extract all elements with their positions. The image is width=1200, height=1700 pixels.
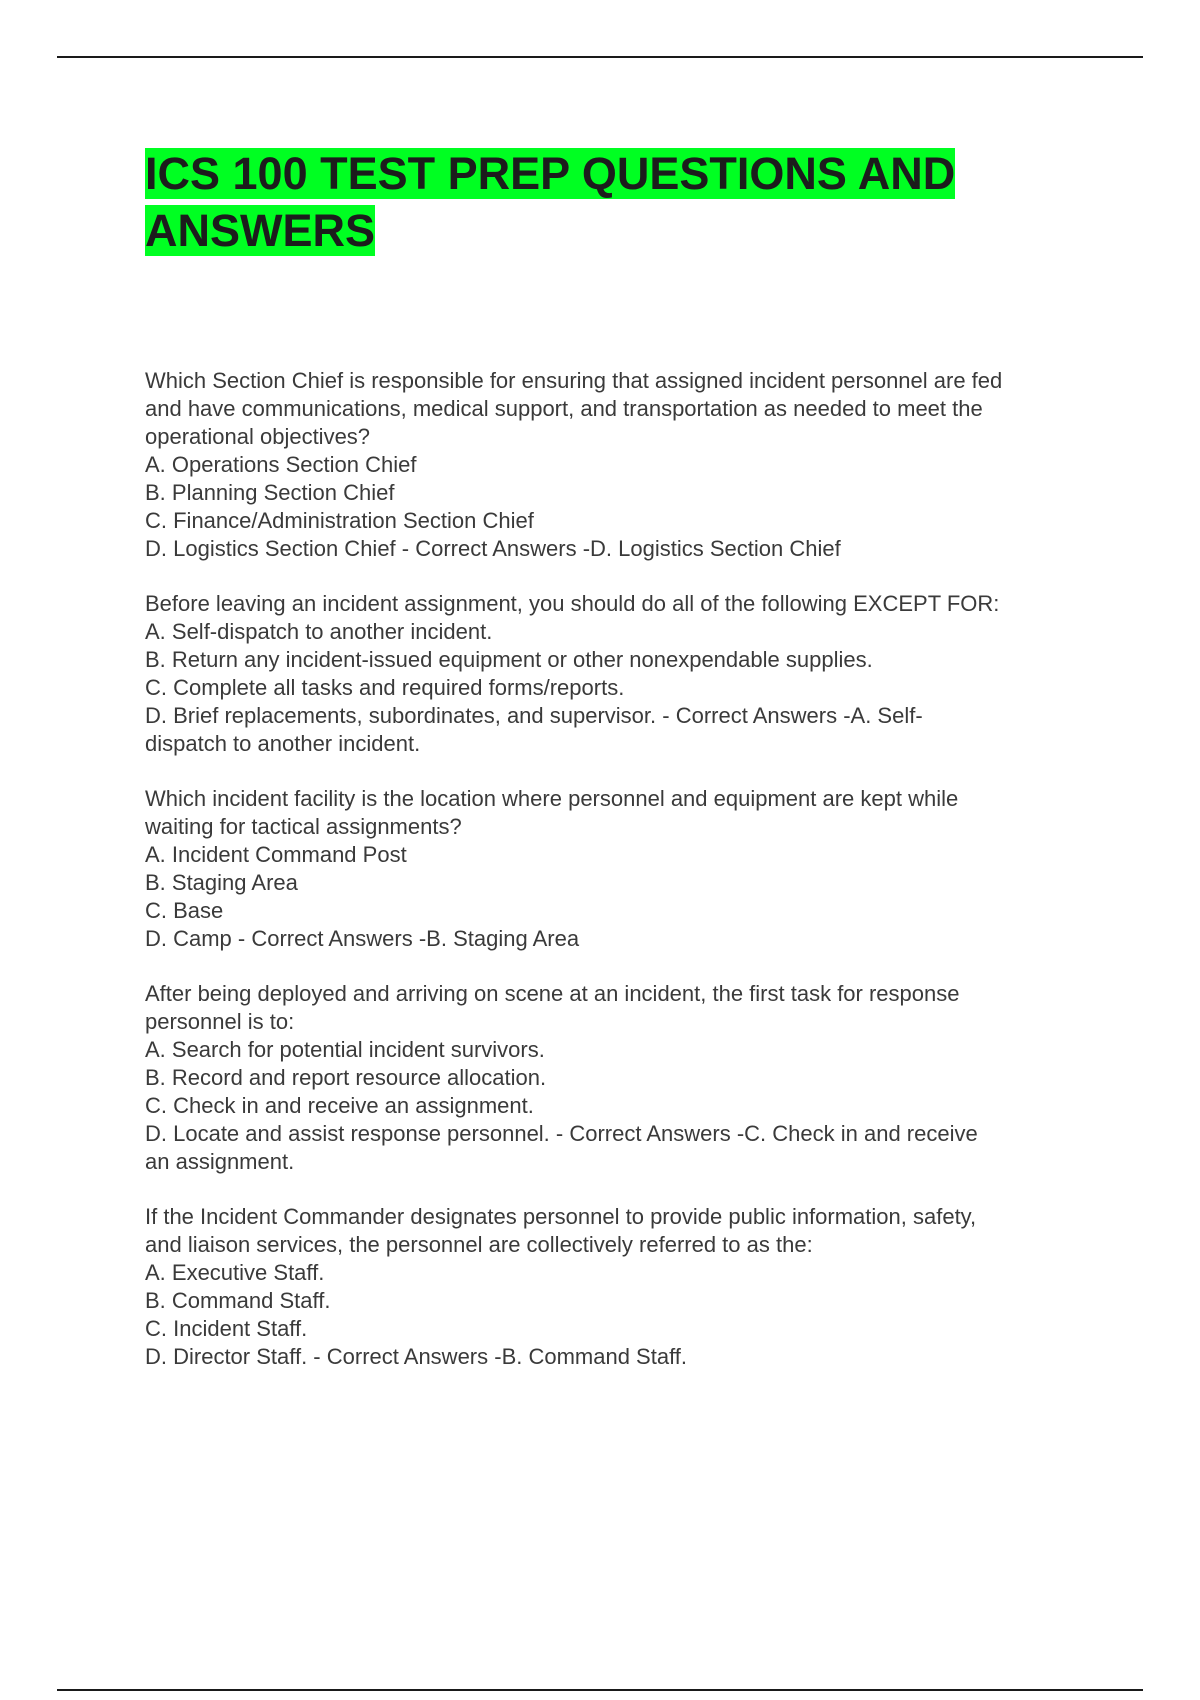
answer-option: A. Search for potential incident survivors. [145,1037,545,1062]
answer-option: C. Complete all tasks and required forms/reports. [145,675,625,700]
answer-option: A. Self-dispatch to another incident. [145,619,493,644]
correct-answer-line: D. Locate and assist response personnel. - Correct Answers -C. Check in and receive [145,1121,978,1146]
question-stem-line: operational objectives? [145,424,371,449]
answer-option: C. Incident Staff. [145,1316,308,1341]
answer-option: B. Record and report resource allocation. [145,1065,547,1090]
correct-answer-line: D. Camp - Correct Answers -B. Staging Area [145,926,580,951]
question-block [145,367,1100,563]
question-block [145,785,1100,953]
correct-answer-line: D. Director Staff. - Correct Answers -B. Command Staff. [145,1344,688,1369]
question-stem-line: Which incident facility is the location where personnel and equipment are kept while [145,786,959,811]
question-stem-line: After being deployed and arriving on scene at an incident, the first task for response [145,981,960,1006]
answer-option: B. Command Staff. [145,1288,331,1313]
answer-option: C. Base [145,898,224,923]
answer-option: C. Finance/Administration Section Chief [145,508,534,533]
answer-option: B. Return any incident-issued equipment or other nonexpendable supplies. [145,647,873,672]
question-stem-line: Before leaving an incident assignment, you should do all of the following EXCEPT FOR: [145,591,1000,616]
correct-answer-line: an assignment. [145,1149,295,1174]
question-block [145,590,1100,758]
answer-option: C. Check in and receive an assignment. [145,1093,534,1118]
question-stem-line: If the Incident Commander designates personnel to provide public information, safety, [145,1204,977,1229]
answer-option: B. Planning Section Chief [145,480,395,505]
question-block [145,1203,1100,1371]
top-rule [57,56,1143,58]
title-highlight: ICS 100 TEST PREP QUESTIONS AND ANSWERS [145,148,956,256]
document-title [145,145,1045,259]
question-stem-line: Which Section Chief is responsible for ensuring that assigned incident personnel are fed [145,368,1003,393]
question-block [145,980,1100,1176]
bottom-rule [57,1689,1143,1691]
question-stem-line: personnel is to: [145,1009,295,1034]
answer-option: B. Staging Area [145,870,298,895]
correct-answer-line: D. Brief replacements, subordinates, and supervisor. - Correct Answers -A. Self- [145,703,923,728]
correct-answer-line: D. Logistics Section Chief - Correct Answers -D. Logistics Section Chief [145,536,841,561]
question-stem-line: waiting for tactical assignments? [145,814,462,839]
question-list [145,367,1100,1398]
question-stem-line: and liaison services, the personnel are collectively referred to as the: [145,1232,813,1257]
answer-option: A. Executive Staff. [145,1260,325,1285]
question-stem-line: and have communications, medical support, and transportation as needed to meet the [145,396,983,421]
correct-answer-line: dispatch to another incident. [145,731,421,756]
answer-option: A. Incident Command Post [145,842,407,867]
answer-option: A. Operations Section Chief [145,452,417,477]
